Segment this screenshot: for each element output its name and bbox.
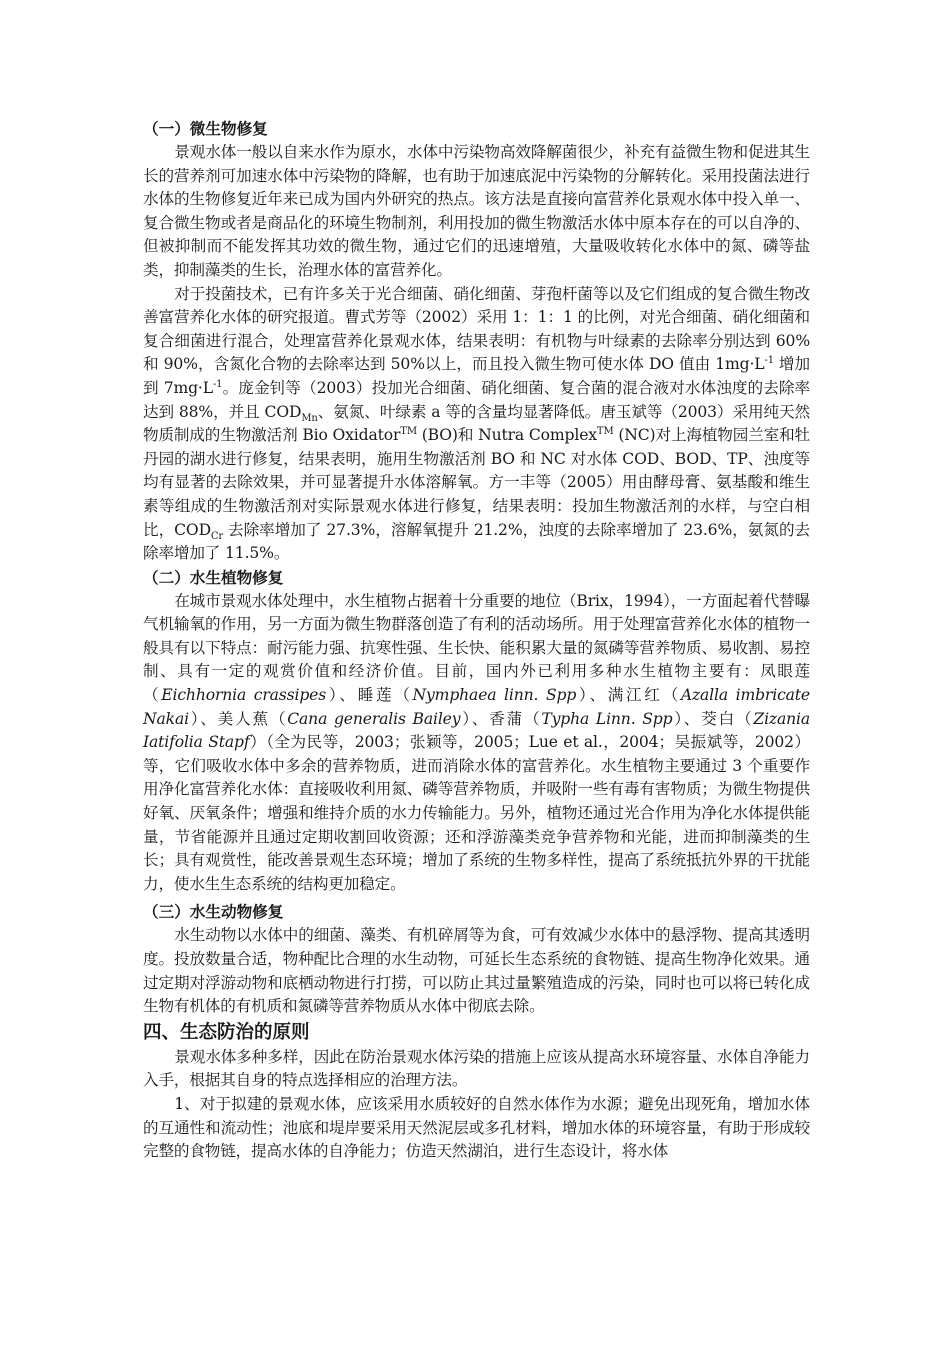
paragraph-aquatic-animals: 水生动物以水体中的细菌、藻类、有机碎屑等为食，可有效减少水体中的悬浮物、提高其透明度。投放数量合适，物种配比合理的水生动物，可延长生态系统的食物链、提高生物净化效果。通过定期对浮游动物和底栖动物进行打捞，可以防止其过量繁殖造成的污染，同时也可以将已转化成生物有机体的有机质和氮磷等营养物质从水体中彻底去除。 [143,926,810,1016]
document-body [143,117,810,1164]
paragraph-principle-1: 1、对于拟建的景观水体，应该采用水质较好的自然水体作为水源；避免出现死角，增加水体的互通性和流动性；池底和堤岸要采用天然泥层或多孔材料，增加水体的环境容量，有助于形成较完整的食物链，提高水体的自净能力；仿造天然湖泊，进行生态设计，将水体 [143,1094,810,1161]
section-heading-aquatic-plants: （二）水生植物修复 [143,568,284,587]
section-heading-microbial: （一）微生物修复 [143,120,268,138]
section-heading-aquatic-animals: （三）水生动物修复 [143,903,284,922]
paragraph-microbial-studies: 对于投菌技术，已有许多关于光合细菌、硝化细菌、芽孢杆菌等以及它们组成的复合微生物改善富营养化水体的研究报道。曹式芳等（2002）采用 1：1：1 的比例，对光合细菌、硝化细菌和复合细菌进行混合，处理富营养化景观水体，结果表明：有机物与叶绿素的去除率分别达到 60%和 90%，含氮化合物的去除率达到 50%以上，而且投入微生物可使水体 DO 值由 $1mg\cdot L^{-1}$ 增加到 $7mg\cdot L^{-1}$。庞金钊等（2003）投加光合细菌、硝化细菌、复合菌的混合液对水体浊度的去除率达到 88%，并且 $COD_{Mn}$、氨氮、叶绿素 a 等的含量均显著降低。唐玉斌等（2003）采用纯天然物质制成的生物激活剂 Bio Oxidator™ (BO)和 Nutra Complex™ (NC)对上海植物园兰室和牡丹园的湖水进行修复，结果表明，施用生物激活剂 BO 和 NC 对水体 COD、BOD、TP、浊度等均有显著的去除效果，并可显著提升水体溶解氧。方一丰等（2005）用由酵母膏、氨基酸和维生素等组成的生物激活剂对实际景观水体进行修复，结果表明：投加生物激活剂的水样，与空白相比，$COD_{Cr}$ 去除率增加了 27.3%，溶解氧提升 21.2%，浊度的去除率增加了 23.6%，氨氮的去除率增加了 11.5%。 [143,284,811,563]
chapter-heading-principles: 四、生态防治的原则 [143,1021,310,1043]
paragraph-aquatic-plants: 在城市景观水体处理中，水生植物占据着十分重要的地位（Brix，1994），一方面起着代替曝气机输氧的作用，另一方面为微生物群落创造了有利的活动场所。用于处理富营养化水体的植物一般具有以下特点：耐污能力强、抗寒性强、生长快、能积累大量的氮磷等营养物质、易收割、易控制、具有一定的观赏价值和经济价值。目前，国内外已利用多种水生植物主要有：凤眼莲（Eichhornia crassipes）、睡莲（Nymphaea linn. Spp）、满江红（Azalla imbricate Nakai）、美人蕉（Cana generalis Bailey）、香蒲（Typha Linn. Spp）、茭白（Zizania Iatifolia Stapf）（全为民等，2003；张颖等，2005；Lue et al.，2004；吴振斌等，2002）等，它们吸收水体中多余的营养物质，进而消除水体的富营养化。水生植物主要通过 3 个重要作用净化富营养化水体：直接吸收利用氮、磷等营养物质，并吸附一些有毒有害物质；为微生物提供好氧、厌氧条件；增强和维持介质的水力传输能力。另外，植物还通过光合作用为净化水体提供能量，节省能源并且通过定期收割回收资源；还和浮游藻类竞争营养物和光能，进而抑制藻类的生长；具有观赏性，能改善景观生态环境；增加了系统的生物多样性，提高了系统抵抗外界的干扰能力，使水生生态系统的结构更加稳定。 [143,591,811,893]
paragraph-microbial-intro: 景观水体一般以自来水作为原水，水体中污染物高效降解菌很少，补充有益微生物和促进其生长的营养剂可加速水体中污染物的降解，也有助于加速底泥中污染物的分解转化。采用投菌法进行水体的生物修复近年来已成为国内外研究的热点。该方法是直接向富营养化景观水体中投入单一、复合微生物或者是商品化的环境生物制剂，利用投加的微生物激活水体中原本存在的可以自净的、但被抑制而不能发挥其功效的微生物，通过它们的迅速增殖，大量吸收转化水体中的氮、磷等盐类，抑制藻类的生长，治理水体的富营养化。 [143,143,810,279]
paragraph-principles-intro: 景观水体多种多样，因此在防治景观水体污染的措施上应该从提高水环境容量、水体自净能力入手，根据其自身的特点选择相应的治理方法。 [143,1047,810,1090]
